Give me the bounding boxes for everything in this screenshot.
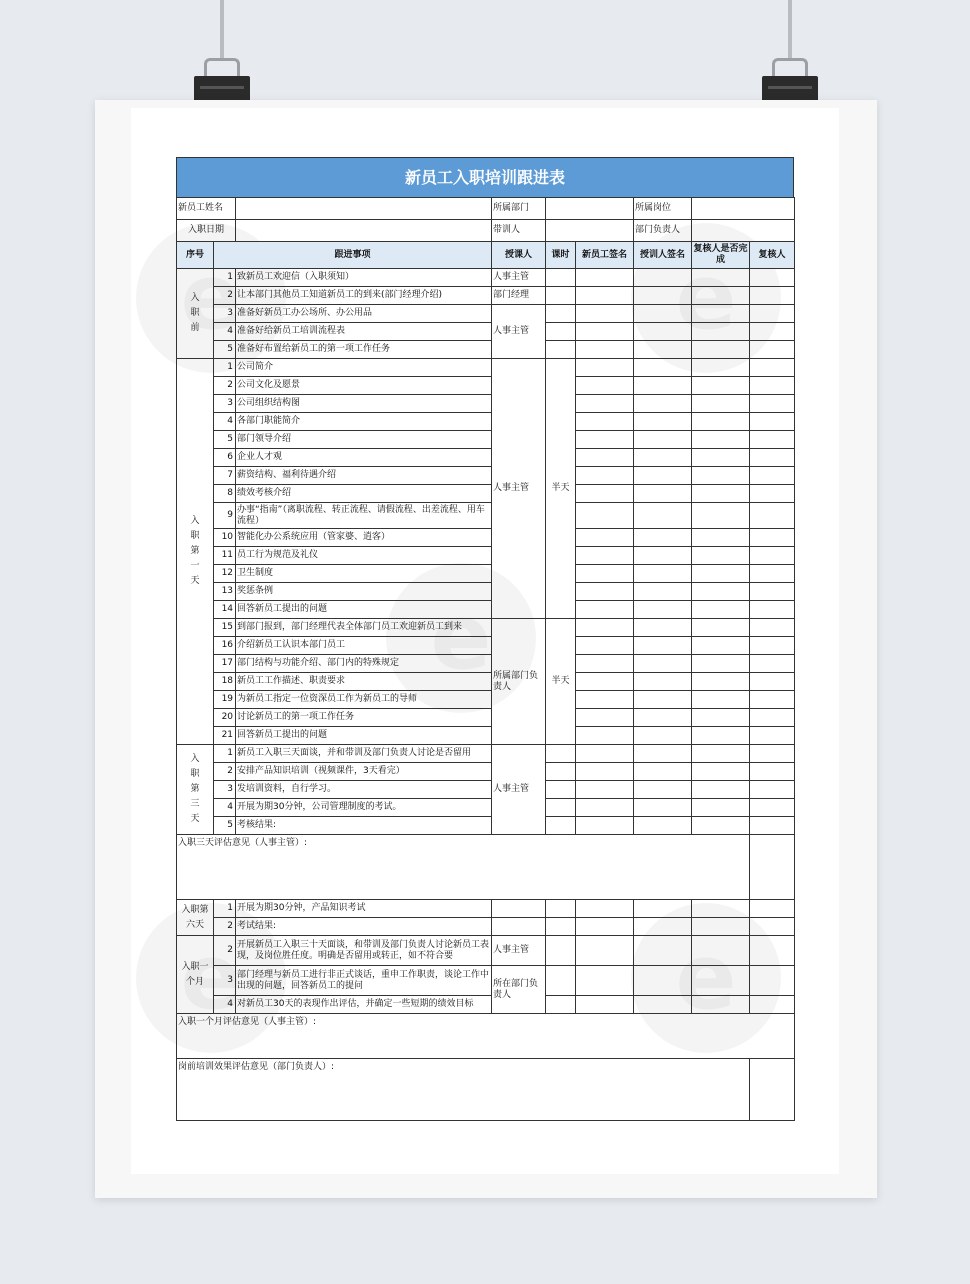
item-number: 19 [214, 691, 236, 709]
form-table [176, 197, 795, 1121]
review-done-cell[interactable] [692, 503, 750, 529]
emp-sign-cell[interactable] [576, 673, 634, 691]
item-text: 发培训资料，自行学习。 [236, 781, 492, 799]
item-number: 4 [214, 323, 236, 341]
trainer-sign-cell[interactable] [634, 377, 692, 395]
item-text: 准备好布置给新员工的第一项工作任务 [236, 341, 492, 359]
emp-sign-cell[interactable] [576, 709, 634, 727]
emp-sign-cell[interactable] [576, 485, 634, 503]
item-number: 9 [214, 503, 236, 529]
item-text: 讨论新员工的第一项工作任务 [236, 709, 492, 727]
trainer-sign-cell[interactable] [634, 900, 692, 918]
item-text: 企业人才观 [236, 449, 492, 467]
trainer-sign-cell[interactable] [634, 503, 692, 529]
header-item: 跟进事项 [214, 242, 492, 269]
section-month1-label: 入职一个月 [177, 936, 214, 1014]
item-number: 4 [214, 413, 236, 431]
reviewer-cell[interactable] [750, 565, 795, 583]
emp-sign-cell[interactable] [576, 431, 634, 449]
reviewer-cell[interactable] [750, 359, 795, 377]
emp-sign-cell[interactable] [576, 503, 634, 529]
item-text: 回答新员工提出的问题 [236, 727, 492, 745]
hanging-wire-left [220, 0, 224, 60]
reviewer-cell[interactable] [750, 547, 795, 565]
emp-sign-cell[interactable] [576, 727, 634, 745]
item-number: 8 [214, 485, 236, 503]
item-text: 卫生制度 [236, 565, 492, 583]
item-number: 2 [214, 377, 236, 395]
review-done-cell[interactable] [692, 936, 750, 966]
emp-sign-cell[interactable] [576, 323, 634, 341]
trainer-cell: 人事主管 [492, 269, 546, 287]
review-done-cell[interactable] [692, 996, 750, 1014]
item-number: 3 [214, 781, 236, 799]
item-number: 6 [214, 449, 236, 467]
item-number: 2 [214, 763, 236, 781]
item-text: 为新员工指定一位资深员工作为新员工的导师 [236, 691, 492, 709]
item-text: 绩效考核介绍 [236, 485, 492, 503]
date-label: 入职日期 [177, 220, 236, 242]
header-review-done: 复核人是否完成 [692, 242, 750, 269]
review-done-cell[interactable] [692, 817, 750, 835]
reviewer-cell[interactable] [750, 655, 795, 673]
review-done-cell[interactable] [692, 900, 750, 918]
emp-sign-cell[interactable] [576, 918, 634, 936]
item-text: 致新员工欢迎信（入职须知） [236, 269, 492, 287]
name-field[interactable] [236, 198, 492, 220]
item-text: 各部门职能简介 [236, 413, 492, 431]
header-emp-sign: 新员工签名 [576, 242, 634, 269]
trainer-sign-cell[interactable] [634, 449, 692, 467]
review-done-cell[interactable] [692, 637, 750, 655]
reviewer-cell[interactable] [750, 529, 795, 547]
date-field[interactable] [236, 220, 492, 242]
item-number: 21 [214, 727, 236, 745]
trainer-sign-cell[interactable] [634, 763, 692, 781]
trainer-sign-cell[interactable] [634, 287, 692, 305]
item-text: 薪资结构、福利待遇介绍 [236, 467, 492, 485]
item-text: 考试结果: [236, 918, 492, 936]
reviewer-cell[interactable] [750, 673, 795, 691]
section-before-label: 入 职 前 [177, 269, 214, 359]
reviewer-cell[interactable] [750, 900, 795, 918]
emp-sign-cell[interactable] [576, 637, 634, 655]
reviewer-cell[interactable] [750, 745, 795, 763]
item-text: 公司组织结构图 [236, 395, 492, 413]
trainer-cell: 所属部门负责人 [492, 619, 546, 745]
review-done-cell[interactable] [692, 799, 750, 817]
hours-cell[interactable] [546, 341, 576, 359]
emp-sign-cell[interactable] [576, 341, 634, 359]
trainer-sign-cell[interactable] [634, 431, 692, 449]
reviewer-cell[interactable] [750, 485, 795, 503]
trainer-sign-cell[interactable] [634, 485, 692, 503]
item-number: 14 [214, 601, 236, 619]
review-done-cell[interactable] [692, 763, 750, 781]
trainer-sign-cell[interactable] [634, 529, 692, 547]
item-number: 3 [214, 966, 236, 996]
emp-sign-cell[interactable] [576, 936, 634, 966]
item-text: 让本部门其他员工知道新员工的到来(部门经理介绍) [236, 287, 492, 305]
reviewer-cell[interactable] [750, 377, 795, 395]
reviewer-cell[interactable] [750, 918, 795, 936]
reviewer-cell[interactable] [750, 413, 795, 431]
item-text: 对新员工30天的表现作出评估，并确定一些短期的绩效目标 [236, 996, 492, 1014]
hours-cell[interactable] [546, 900, 576, 918]
emp-sign-cell[interactable] [576, 583, 634, 601]
hours-cell[interactable] [546, 918, 576, 936]
trainer-sign-cell[interactable] [634, 583, 692, 601]
emp-sign-cell[interactable] [576, 900, 634, 918]
hours-cell[interactable] [546, 305, 576, 323]
item-text: 开展为期30分钟，产品知识考试 [236, 900, 492, 918]
item-number: 11 [214, 547, 236, 565]
trainer-cell: 人事主管 [492, 359, 546, 619]
emp-sign-cell[interactable] [576, 287, 634, 305]
review-done-cell[interactable] [692, 287, 750, 305]
reviewer-cell[interactable] [750, 269, 795, 287]
emp-sign-cell[interactable] [576, 619, 634, 637]
trainer-sign-cell[interactable] [634, 727, 692, 745]
item-number: 2 [214, 936, 236, 966]
emp-sign-cell[interactable] [576, 781, 634, 799]
trainer-sign-cell[interactable] [634, 673, 692, 691]
hours-cell[interactable] [546, 966, 576, 996]
item-number: 4 [214, 799, 236, 817]
hours-cell[interactable] [546, 996, 576, 1014]
trainer-cell: 人事主管 [492, 936, 546, 966]
item-number: 3 [214, 395, 236, 413]
review-done-cell[interactable] [692, 323, 750, 341]
emp-sign-cell[interactable] [576, 745, 634, 763]
reviewer-cell[interactable] [750, 503, 795, 529]
trainer-sign-cell[interactable] [634, 269, 692, 287]
mentor-field[interactable] [546, 220, 634, 242]
emp-sign-cell[interactable] [576, 395, 634, 413]
item-text: 公司简介 [236, 359, 492, 377]
review-done-cell[interactable] [692, 691, 750, 709]
review-done-cell[interactable] [692, 413, 750, 431]
header-reviewer: 复核人 [750, 242, 795, 269]
post-label: 所属岗位 [634, 198, 692, 220]
reviewer-cell[interactable] [750, 601, 795, 619]
emp-sign-cell[interactable] [576, 799, 634, 817]
trainer-sign-cell[interactable] [634, 395, 692, 413]
reviewer-cell[interactable] [750, 619, 795, 637]
reviewer-cell[interactable] [750, 449, 795, 467]
item-text: 部门结构与功能介绍、部门内的特殊规定 [236, 655, 492, 673]
item-number: 10 [214, 529, 236, 547]
item-text: 新员工工作描述、职责要求 [236, 673, 492, 691]
trainer-cell: 人事主管 [492, 745, 546, 835]
dept-head-label: 部门负责人 [634, 220, 692, 242]
trainer-sign-cell[interactable] [634, 966, 692, 996]
reviewer-cell[interactable] [750, 395, 795, 413]
header-hours: 课时 [546, 242, 576, 269]
reviewer-cell[interactable] [750, 996, 795, 1014]
trainer-sign-cell[interactable] [634, 359, 692, 377]
name-label: 新员工姓名 [177, 198, 236, 220]
hours-cell[interactable] [546, 799, 576, 817]
item-number: 5 [214, 341, 236, 359]
trainer-cell: 人事主管 [492, 305, 546, 359]
item-number: 13 [214, 583, 236, 601]
item-number: 16 [214, 637, 236, 655]
emp-sign-cell[interactable] [576, 269, 634, 287]
hanging-wire-right [788, 0, 792, 60]
emp-sign-cell[interactable] [576, 817, 634, 835]
review-done-cell[interactable] [692, 377, 750, 395]
trainer-sign-cell[interactable] [634, 305, 692, 323]
review-done-cell[interactable] [692, 781, 750, 799]
hours-cell[interactable] [546, 781, 576, 799]
header-trainer-sign: 授训人签名 [634, 242, 692, 269]
trainer-sign-cell[interactable] [634, 565, 692, 583]
item-text: 准备好给新员工培训流程表 [236, 323, 492, 341]
item-text: 回答新员工提出的问题 [236, 601, 492, 619]
item-text: 开展新员工入职三十天面谈，和带训及部门负责人讨论新员工表现，及岗位胜任度。明确是否留用或转正，如不符合要 [236, 936, 492, 966]
review-done-cell[interactable] [692, 601, 750, 619]
review-done-cell[interactable] [692, 359, 750, 377]
review-done-cell[interactable] [692, 341, 750, 359]
review-done-cell[interactable] [692, 583, 750, 601]
reviewer-cell[interactable] [750, 709, 795, 727]
emp-sign-cell[interactable] [576, 359, 634, 377]
trainer-cell[interactable] [492, 900, 546, 918]
item-number: 1 [214, 359, 236, 377]
emp-sign-cell[interactable] [576, 966, 634, 996]
review-done-cell[interactable] [692, 431, 750, 449]
item-number: 15 [214, 619, 236, 637]
section-day1-label: 入 职 第 一 天 [177, 359, 214, 745]
review-done-cell[interactable] [692, 529, 750, 547]
item-text: 部门经理与新员工进行非正式谈话，重申工作职责，谈论工作中出现的问题，回答新员工的提问 [236, 966, 492, 996]
review-done-cell[interactable] [692, 565, 750, 583]
item-text: 智能化办公系统应用（管家婆、逍客） [236, 529, 492, 547]
item-text: 公司文化及愿景 [236, 377, 492, 395]
trainer-sign-cell[interactable] [634, 799, 692, 817]
review-done-cell[interactable] [692, 709, 750, 727]
reviewer-cell[interactable] [750, 637, 795, 655]
item-number: 7 [214, 467, 236, 485]
emp-sign-cell[interactable] [576, 529, 634, 547]
emp-sign-cell[interactable] [576, 763, 634, 781]
trainer-sign-cell[interactable] [634, 601, 692, 619]
emp-sign-cell[interactable] [576, 691, 634, 709]
hours-cell[interactable] [546, 323, 576, 341]
item-text: 部门领导介绍 [236, 431, 492, 449]
hours-cell[interactable] [546, 745, 576, 763]
hours-cell[interactable] [546, 936, 576, 966]
item-number: 2 [214, 287, 236, 305]
trainer-sign-cell[interactable] [634, 996, 692, 1014]
review-done-cell[interactable] [692, 673, 750, 691]
eval-post-sign[interactable] [750, 1059, 795, 1121]
item-number: 1 [214, 269, 236, 287]
review-done-cell[interactable] [692, 966, 750, 996]
eval-post-training: 岗前培训效果评估意见（部门负责人）: [177, 1059, 750, 1121]
reviewer-cell[interactable] [750, 467, 795, 485]
trainer-cell: 所在部门负责人 [492, 966, 546, 1014]
emp-sign-cell[interactable] [576, 547, 634, 565]
trainer-sign-cell[interactable] [634, 817, 692, 835]
emp-sign-cell[interactable] [576, 413, 634, 431]
reviewer-cell[interactable] [750, 323, 795, 341]
trainer-sign-cell[interactable] [634, 547, 692, 565]
training-form [176, 157, 794, 1121]
section-day6-label: 入职第六天 [177, 900, 214, 936]
emp-sign-cell[interactable] [576, 377, 634, 395]
dept-head-field[interactable] [692, 220, 795, 242]
item-number: 5 [214, 431, 236, 449]
header-trainer: 授课人 [492, 242, 546, 269]
review-done-cell[interactable] [692, 449, 750, 467]
item-number: 1 [214, 900, 236, 918]
trainer-sign-cell[interactable] [634, 467, 692, 485]
trainer-sign-cell[interactable] [634, 691, 692, 709]
trainer-sign-cell[interactable] [634, 323, 692, 341]
trainer-sign-cell[interactable] [634, 655, 692, 673]
item-text: 到部门报到，部门经理代表全体部门员工欢迎新员工到来 [236, 619, 492, 637]
review-done-cell[interactable] [692, 655, 750, 673]
emp-sign-cell[interactable] [576, 601, 634, 619]
reviewer-cell[interactable] [750, 763, 795, 781]
review-done-cell[interactable] [692, 727, 750, 745]
emp-sign-cell[interactable] [576, 565, 634, 583]
item-number: 5 [214, 817, 236, 835]
review-done-cell[interactable] [692, 269, 750, 287]
mentor-label: 带训人 [492, 220, 546, 242]
item-text: 办事“指南”（离职流程、转正流程、请假流程、出差流程、用车流程） [236, 503, 492, 529]
reviewer-cell[interactable] [750, 691, 795, 709]
review-done-cell[interactable] [692, 467, 750, 485]
hours-cell: 半天 [546, 359, 576, 619]
review-done-cell[interactable] [692, 547, 750, 565]
item-text: 新员工入职三天面谈，并和带训及部门负责人讨论是否留用 [236, 745, 492, 763]
reviewer-cell[interactable] [750, 431, 795, 449]
reviewer-cell[interactable] [750, 287, 795, 305]
item-text: 员工行为规范及礼仪 [236, 547, 492, 565]
item-text: 考核结果: [236, 817, 492, 835]
review-done-cell[interactable] [692, 918, 750, 936]
trainer-sign-cell[interactable] [634, 637, 692, 655]
hours-cell[interactable] [546, 287, 576, 305]
reviewer-cell[interactable] [750, 727, 795, 745]
hours-cell[interactable] [546, 269, 576, 287]
item-number: 18 [214, 673, 236, 691]
review-done-cell[interactable] [692, 485, 750, 503]
emp-sign-cell[interactable] [576, 655, 634, 673]
reviewer-cell[interactable] [750, 341, 795, 359]
post-field[interactable] [692, 198, 795, 220]
item-number: 1 [214, 745, 236, 763]
trainer-sign-cell[interactable] [634, 781, 692, 799]
item-text: 安排产品知识培训（视频课件，3天看完） [236, 763, 492, 781]
reviewer-cell[interactable] [750, 781, 795, 799]
trainer-cell: 部门经理 [492, 287, 546, 305]
reviewer-cell[interactable] [750, 966, 795, 996]
review-done-cell[interactable] [692, 395, 750, 413]
item-text: 奖惩条例 [236, 583, 492, 601]
reviewer-cell[interactable] [750, 817, 795, 835]
item-text: 介绍新员工认识本部门员工 [236, 637, 492, 655]
trainer-sign-cell[interactable] [634, 709, 692, 727]
hours-cell[interactable] [546, 763, 576, 781]
review-done-cell[interactable] [692, 619, 750, 637]
review-done-cell[interactable] [692, 745, 750, 763]
item-text: 开展为期30分钟，公司管理制度的考试。 [236, 799, 492, 817]
item-text: 准备好新员工办公场所、办公用品 [236, 305, 492, 323]
hours-cell: 半天 [546, 619, 576, 745]
emp-sign-cell[interactable] [576, 467, 634, 485]
trainer-cell[interactable] [492, 918, 546, 936]
review-done-cell[interactable] [692, 305, 750, 323]
eval-3day-sign[interactable] [750, 835, 795, 900]
item-number: 12 [214, 565, 236, 583]
trainer-sign-cell[interactable] [634, 341, 692, 359]
trainer-sign-cell[interactable] [634, 936, 692, 966]
eval-month: 入职一个月评估意见（人事主管）: [177, 1014, 795, 1059]
item-number: 3 [214, 305, 236, 323]
emp-sign-cell[interactable] [576, 305, 634, 323]
item-number: 2 [214, 918, 236, 936]
item-number: 4 [214, 996, 236, 1014]
dept-field[interactable] [546, 198, 634, 220]
header-seq: 序号 [177, 242, 214, 269]
emp-sign-cell[interactable] [576, 996, 634, 1014]
item-number: 17 [214, 655, 236, 673]
reviewer-cell[interactable] [750, 305, 795, 323]
emp-sign-cell[interactable] [576, 449, 634, 467]
item-number: 20 [214, 709, 236, 727]
section-day3-label: 入 职 第 三 天 [177, 745, 214, 835]
eval-3day: 入职三天评估意见（人事主管）: [177, 835, 750, 900]
reviewer-cell[interactable] [750, 936, 795, 966]
trainer-sign-cell[interactable] [634, 745, 692, 763]
reviewer-cell[interactable] [750, 583, 795, 601]
dept-label: 所属部门 [492, 198, 546, 220]
hours-cell[interactable] [546, 817, 576, 835]
trainer-sign-cell[interactable] [634, 619, 692, 637]
trainer-sign-cell[interactable] [634, 413, 692, 431]
reviewer-cell[interactable] [750, 799, 795, 817]
trainer-sign-cell[interactable] [634, 918, 692, 936]
form-title: 新员工入职培训跟进表 [176, 157, 794, 197]
